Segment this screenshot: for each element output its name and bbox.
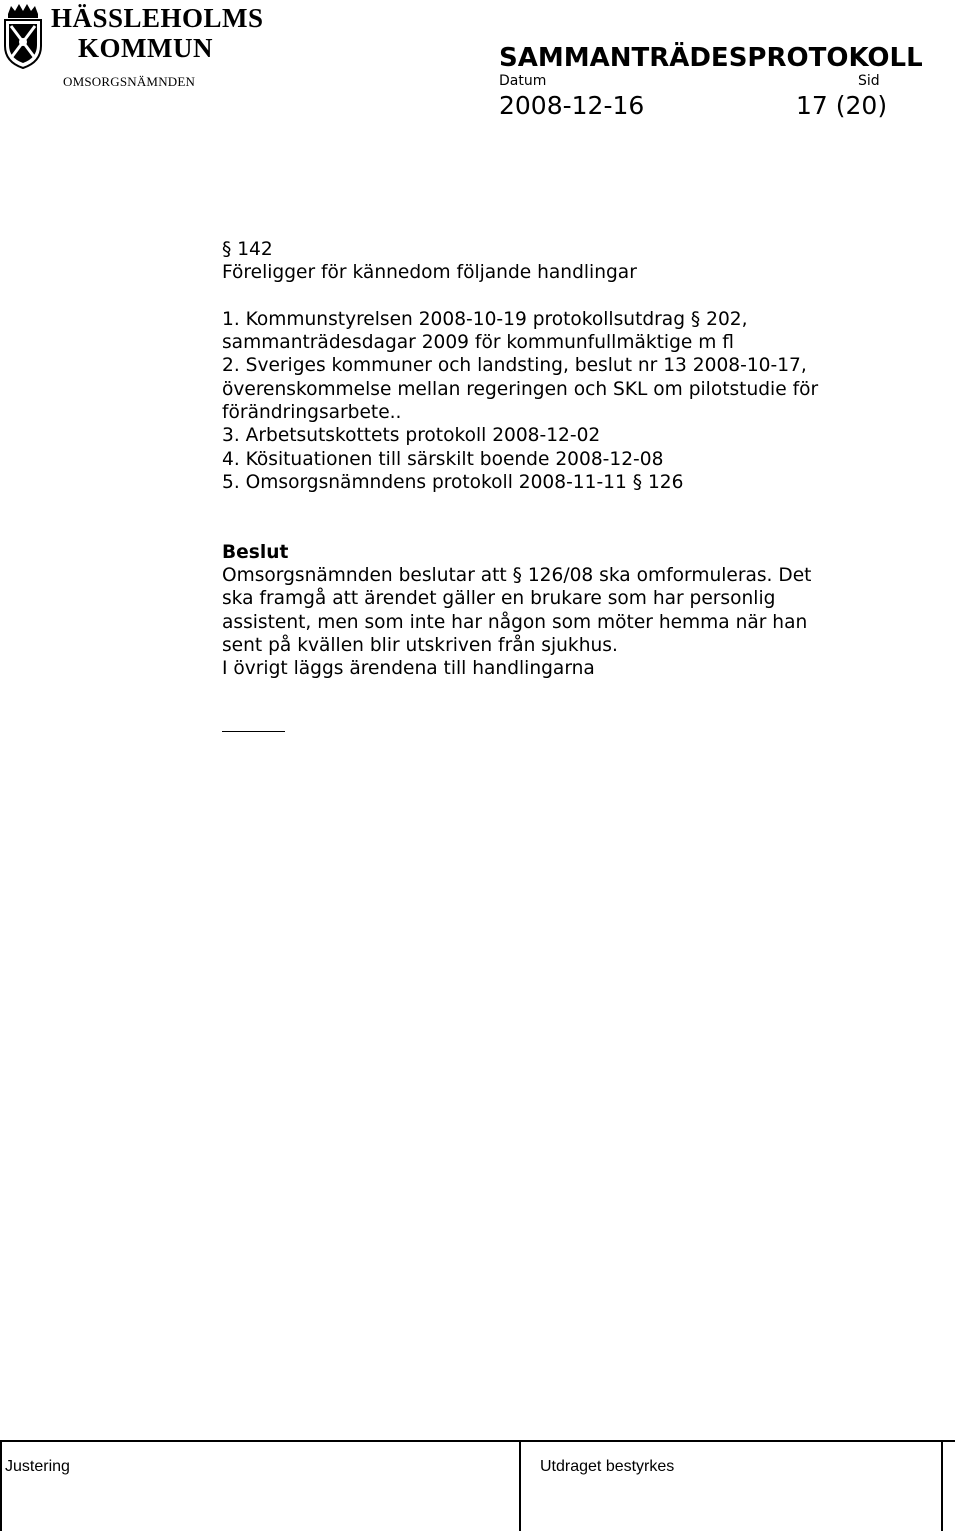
footer-divider (519, 1442, 521, 1531)
footer-certified-label: Utdraget bestyrkes (540, 1458, 675, 1475)
page-label: Sid (858, 73, 880, 89)
list-item: 1. Kommunstyrelsen 2008-10-19 protokollsutdrag § 202, (222, 308, 748, 330)
org-name-line2: KOMMUN (78, 33, 213, 63)
section-end-rule (222, 731, 285, 732)
footer-divider (941, 1442, 943, 1531)
list-item: överenskommelse mellan regeringen och SKL om pilotstudie för (222, 378, 819, 400)
footer-divider (0, 1442, 2, 1531)
footer-rule (0, 1440, 955, 1442)
date-label: Datum (499, 73, 547, 89)
decision-heading: Beslut (222, 541, 289, 563)
protocol-body (222, 238, 882, 681)
page-number: 17 (20) (796, 91, 888, 120)
decision-text-line: ska framgå att ärendet gäller en brukare som har personlig (222, 588, 776, 610)
section-heading: Föreligger för kännedom följande handlingar (222, 262, 637, 284)
decision-text-line: sent på kvällen blir utskriven från sjukhus. (222, 635, 618, 657)
list-item: sammanträdesdagar 2009 för kommunfullmäktige m fl (222, 332, 734, 354)
decision-text-line: assistent, men som inte har någon som möter hemma när han (222, 611, 808, 633)
document-type-title: SAMMANTRÄDESPROTOKOLL (499, 43, 923, 73)
org-name-line1: HÄSSLEHOLMS (51, 3, 264, 33)
section-number: § 142 (222, 239, 273, 260)
list-item: 4. Kösituationen till särskilt boende 2008-12-08 (222, 448, 664, 470)
meeting-date: 2008-12-16 (499, 91, 645, 120)
list-item: förändringsarbete.. (222, 402, 402, 424)
decision-text-line: Omsorgsnämnden beslutar att § 126/08 ska omformuleras. Det (222, 565, 812, 587)
list-item: 3. Arbetsutskottets protokoll 2008-12-02 (222, 425, 601, 447)
list-item: 5. Omsorgsnämndens protokoll 2008-11-11 § 126 (222, 471, 684, 493)
department-name: OMSORGSNÄMNDEN (63, 74, 196, 89)
footer-justering-label: Justering (5, 1458, 70, 1475)
coat-of-arms-icon (2, 2, 44, 70)
list-item: 2. Sveriges kommuner och landsting, beslut nr 13 2008-10-17, (222, 355, 807, 377)
decision-text-line: I övrigt läggs ärendena till handlingarna (222, 658, 595, 680)
